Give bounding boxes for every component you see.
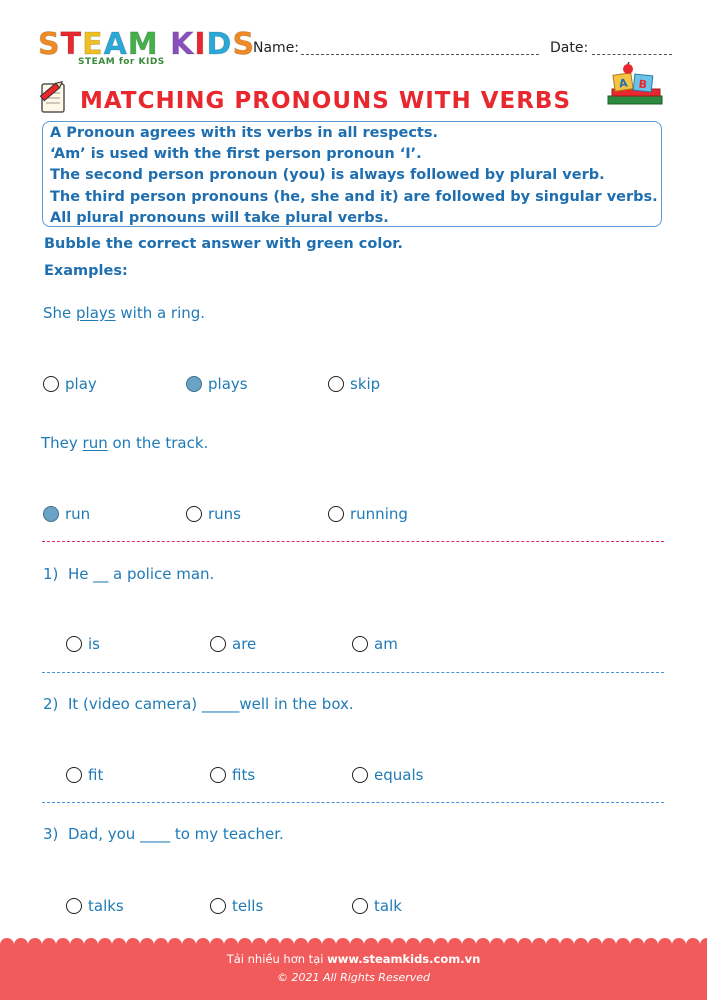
example-1-option-1[interactable]: [43, 375, 97, 393]
question-1-option-1[interactable]: [66, 635, 100, 653]
rule-line-2: ‘Am’ is used with the first person pronoun ‘I’.: [50, 146, 422, 163]
logo-letter: E: [82, 27, 104, 62]
question-1-text: He __ a police man.: [67, 565, 215, 583]
svg-text:A: A: [618, 76, 629, 91]
example-2-after: on the track.: [107, 434, 209, 452]
question-3-text: Dad, you ____ to my teacher.: [67, 825, 284, 843]
option-label: running: [350, 505, 408, 523]
option-label: tells: [232, 897, 264, 915]
example-2-sentence: [41, 434, 208, 452]
question-divider: [42, 802, 664, 803]
example-1-option-3[interactable]: [328, 375, 380, 393]
footer-download-line: [0, 952, 707, 966]
logo-letter: S: [38, 27, 61, 62]
rule-line-1: A Pronoun agrees with its verbs in all respects.: [50, 125, 439, 141]
instruction-text: Bubble the correct answer with green color.: [44, 236, 403, 252]
example-2-option-1[interactable]: [43, 505, 90, 523]
option-label: plays: [208, 375, 248, 393]
radio-bubble[interactable]: [328, 506, 344, 522]
option-label: are: [232, 635, 257, 653]
question-3-option-3[interactable]: [352, 897, 402, 915]
radio-bubble[interactable]: [210, 636, 226, 652]
footer-prefix: Tải nhiều hơn tại: [226, 952, 328, 966]
logo-letter: D: [206, 27, 233, 62]
option-label: is: [88, 635, 100, 653]
logo-letter: T: [60, 27, 83, 62]
radio-bubble[interactable]: [210, 898, 226, 914]
option-label: talks: [88, 897, 124, 915]
rule-line-4: The third person pronouns (he, she and it) are followed by singular verbs.: [50, 188, 658, 205]
question-2-option-1[interactable]: [66, 766, 103, 784]
question-1-option-3[interactable]: [352, 635, 398, 653]
option-label: talk: [374, 897, 402, 915]
example-2-option-3[interactable]: [328, 505, 408, 523]
question-2: [43, 695, 354, 713]
radio-bubble[interactable]: [328, 376, 344, 392]
svg-text:B: B: [637, 77, 648, 92]
abc-books-icon: [604, 62, 666, 112]
example-2-option-2[interactable]: [186, 505, 241, 523]
radio-bubble[interactable]: [352, 898, 368, 914]
radio-bubble[interactable]: [66, 636, 82, 652]
name-field-line[interactable]: [301, 54, 539, 55]
radio-bubble-filled[interactable]: [43, 506, 59, 522]
radio-bubble[interactable]: [352, 636, 368, 652]
option-label: run: [65, 505, 91, 523]
logo-letter: M: [127, 27, 159, 62]
option-label: skip: [350, 375, 381, 393]
logo-letter: K: [170, 27, 195, 62]
question-1-number: 1): [43, 565, 59, 583]
option-label: fits: [232, 766, 256, 784]
rule-line-3: The second person pronoun (you) is always followed by plural verb.: [50, 167, 605, 184]
question-3-option-1[interactable]: [66, 897, 124, 915]
question-divider: [42, 672, 664, 673]
question-2-option-3[interactable]: [352, 766, 423, 784]
example-2-before: They: [41, 434, 83, 452]
example-1-sentence: [43, 304, 205, 322]
question-2-number: 2): [43, 695, 59, 713]
example-1-answer: plays: [76, 304, 116, 322]
pencil-paper-icon: [36, 80, 72, 116]
radio-bubble[interactable]: [43, 376, 59, 392]
option-label: play: [65, 375, 97, 393]
rule-line-5: All plural pronouns will take plural verbs.: [50, 209, 389, 226]
footer-copyright: © 2021 All Rights Reserved: [276, 971, 430, 984]
radio-bubble[interactable]: [210, 767, 226, 783]
option-label: am: [374, 635, 398, 653]
grammar-rules-box: [42, 121, 662, 227]
logo-letter: S: [232, 27, 256, 62]
examples-label: Examples:: [44, 263, 128, 279]
logo-subtitle: STEAM for KIDS: [78, 57, 165, 67]
radio-bubble[interactable]: [66, 767, 82, 783]
question-1-option-2[interactable]: [210, 635, 256, 653]
option-label: runs: [208, 505, 241, 523]
question-1: [43, 565, 214, 583]
footer-website-link[interactable]: www.steamkids.com.vn: [327, 952, 481, 966]
option-label: equals: [374, 766, 424, 784]
question-2-text: It (video camera) _____well in the box.: [67, 695, 354, 713]
example-2-answer: run: [82, 434, 108, 452]
question-2-option-2[interactable]: [210, 766, 255, 784]
radio-bubble[interactable]: [352, 767, 368, 783]
date-field-line[interactable]: [592, 54, 672, 55]
radio-bubble[interactable]: [186, 506, 202, 522]
example-1-option-2[interactable]: [186, 375, 248, 393]
option-label: fit: [88, 766, 104, 784]
question-3-number: 3): [43, 825, 59, 843]
section-divider: [42, 541, 664, 542]
logo-letter: I: [194, 27, 207, 62]
example-1-before: She: [43, 304, 77, 322]
question-3: [43, 825, 284, 843]
radio-bubble-filled[interactable]: [186, 376, 202, 392]
name-label: Name:: [253, 40, 300, 56]
radio-bubble[interactable]: [66, 898, 82, 914]
question-3-option-2[interactable]: [210, 897, 263, 915]
date-label: Date:: [550, 40, 589, 56]
page-title: MATCHING PRONOUNS WITH VERBS: [80, 88, 572, 114]
logo-letter: A: [103, 27, 128, 62]
example-1-after: with a ring.: [115, 304, 206, 322]
